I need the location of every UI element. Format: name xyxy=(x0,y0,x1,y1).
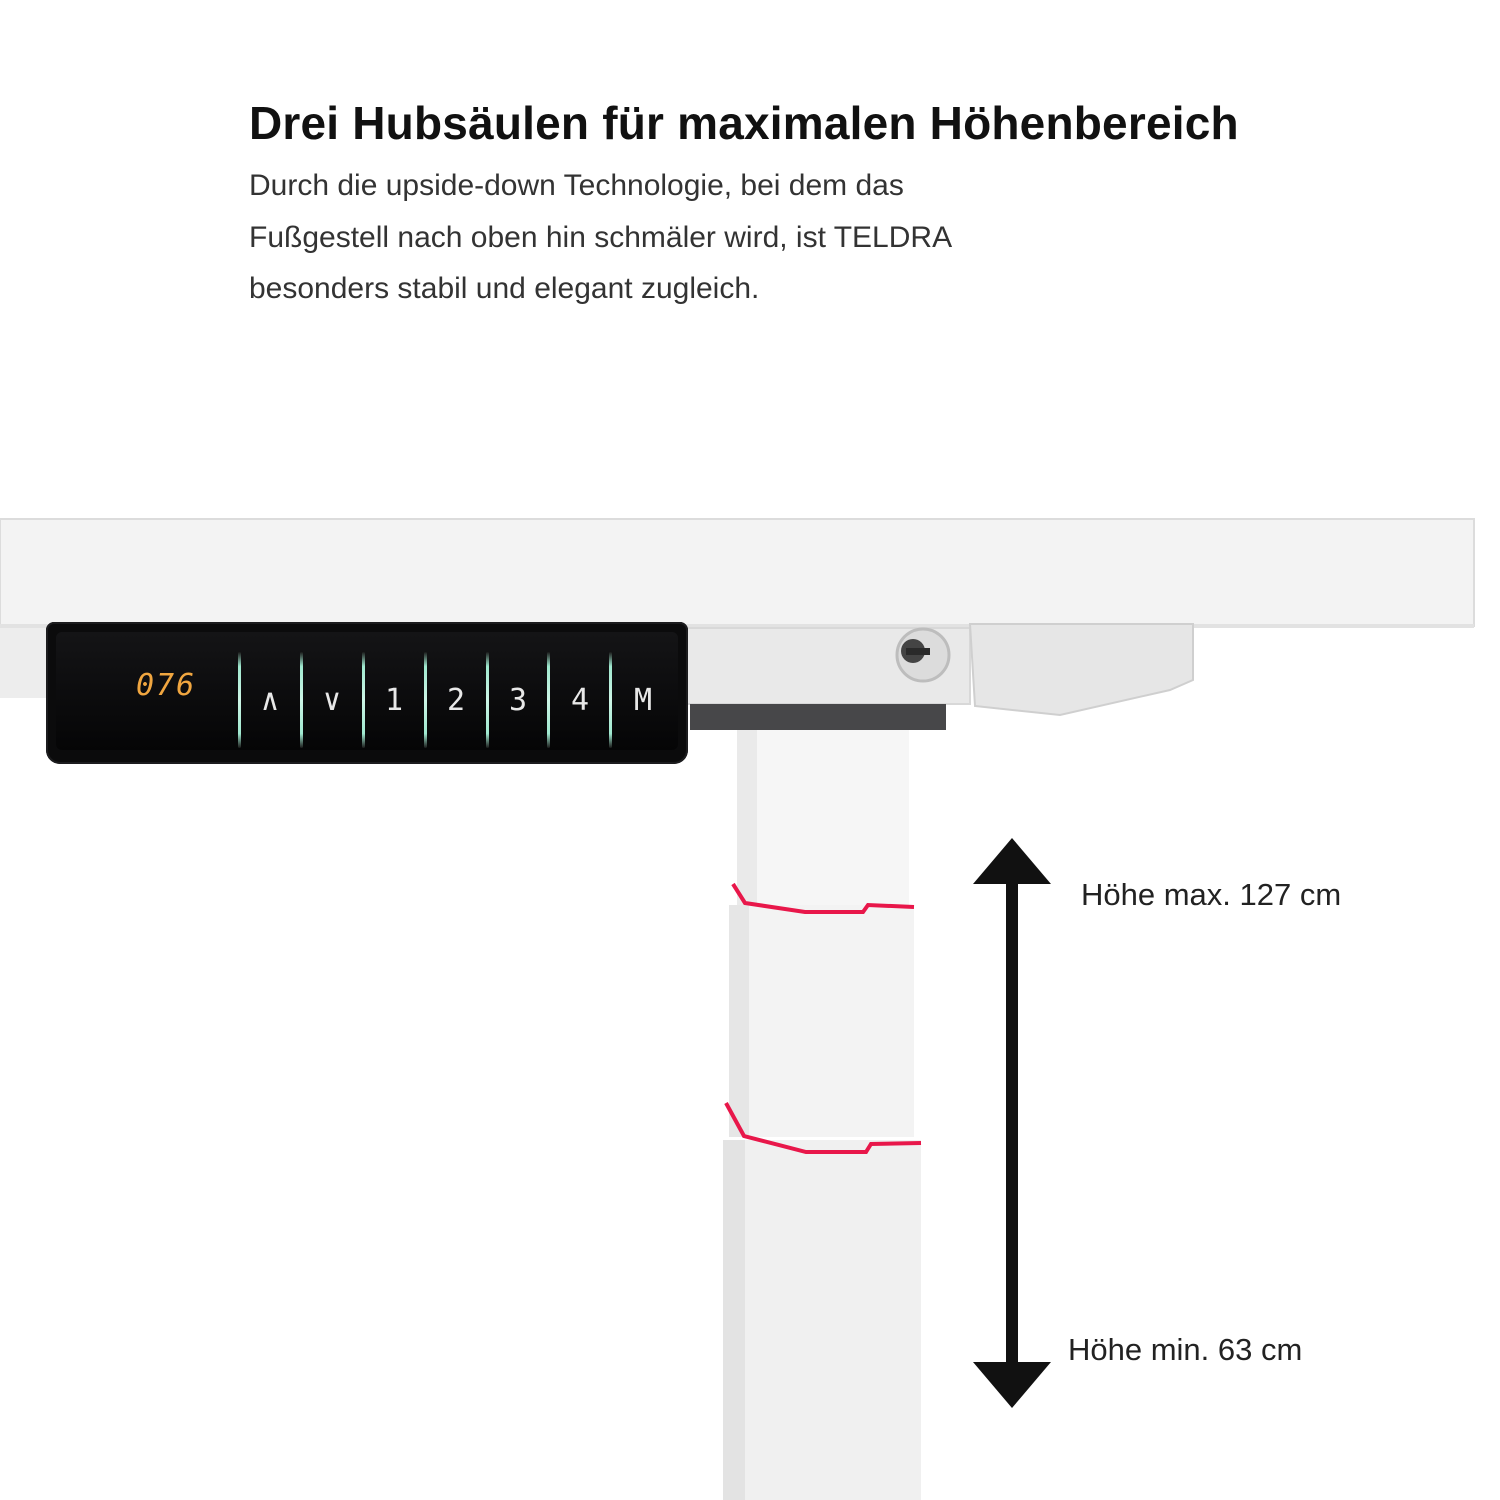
key-separator xyxy=(300,652,303,748)
up-button[interactable]: ∧ xyxy=(260,682,280,718)
preset-3-button[interactable]: 3 xyxy=(508,682,528,718)
key-separator xyxy=(547,652,550,748)
key-separator xyxy=(486,652,489,748)
height-range-arrow xyxy=(973,838,1051,1408)
preset-1-button[interactable]: 1 xyxy=(384,682,404,718)
frame-bracket xyxy=(970,624,1193,715)
description-line-3: besonders stabil und elegant zugleich. xyxy=(249,272,760,305)
cable-grommet-icon xyxy=(897,629,949,681)
description-line-2: Fußgestell nach oben hin schmäler wird, ist TELDRA xyxy=(249,220,953,254)
key-separator xyxy=(424,652,427,748)
frame-crossbar-bottom xyxy=(690,704,946,730)
down-button[interactable]: ∨ xyxy=(322,682,342,718)
tabletop xyxy=(0,519,1474,626)
preset-2-button[interactable]: 2 xyxy=(446,682,466,718)
lifting-column xyxy=(723,730,921,1500)
key-separator xyxy=(238,652,241,748)
height-display: 076 xyxy=(136,668,197,703)
key-separator xyxy=(362,652,365,748)
memory-button[interactable]: M xyxy=(633,682,653,718)
key-separator xyxy=(609,652,612,748)
height-min-label: Höhe min. 63 cm xyxy=(1068,1332,1303,1367)
headline: Drei Hubsäulen für maximalen Höhenbereich xyxy=(249,97,1239,149)
preset-4-button[interactable]: 4 xyxy=(570,682,590,718)
height-max-label: Höhe max. 127 cm xyxy=(1081,877,1342,912)
description-line-1: Durch die upside-down Technologie, bei dem das xyxy=(249,169,904,202)
